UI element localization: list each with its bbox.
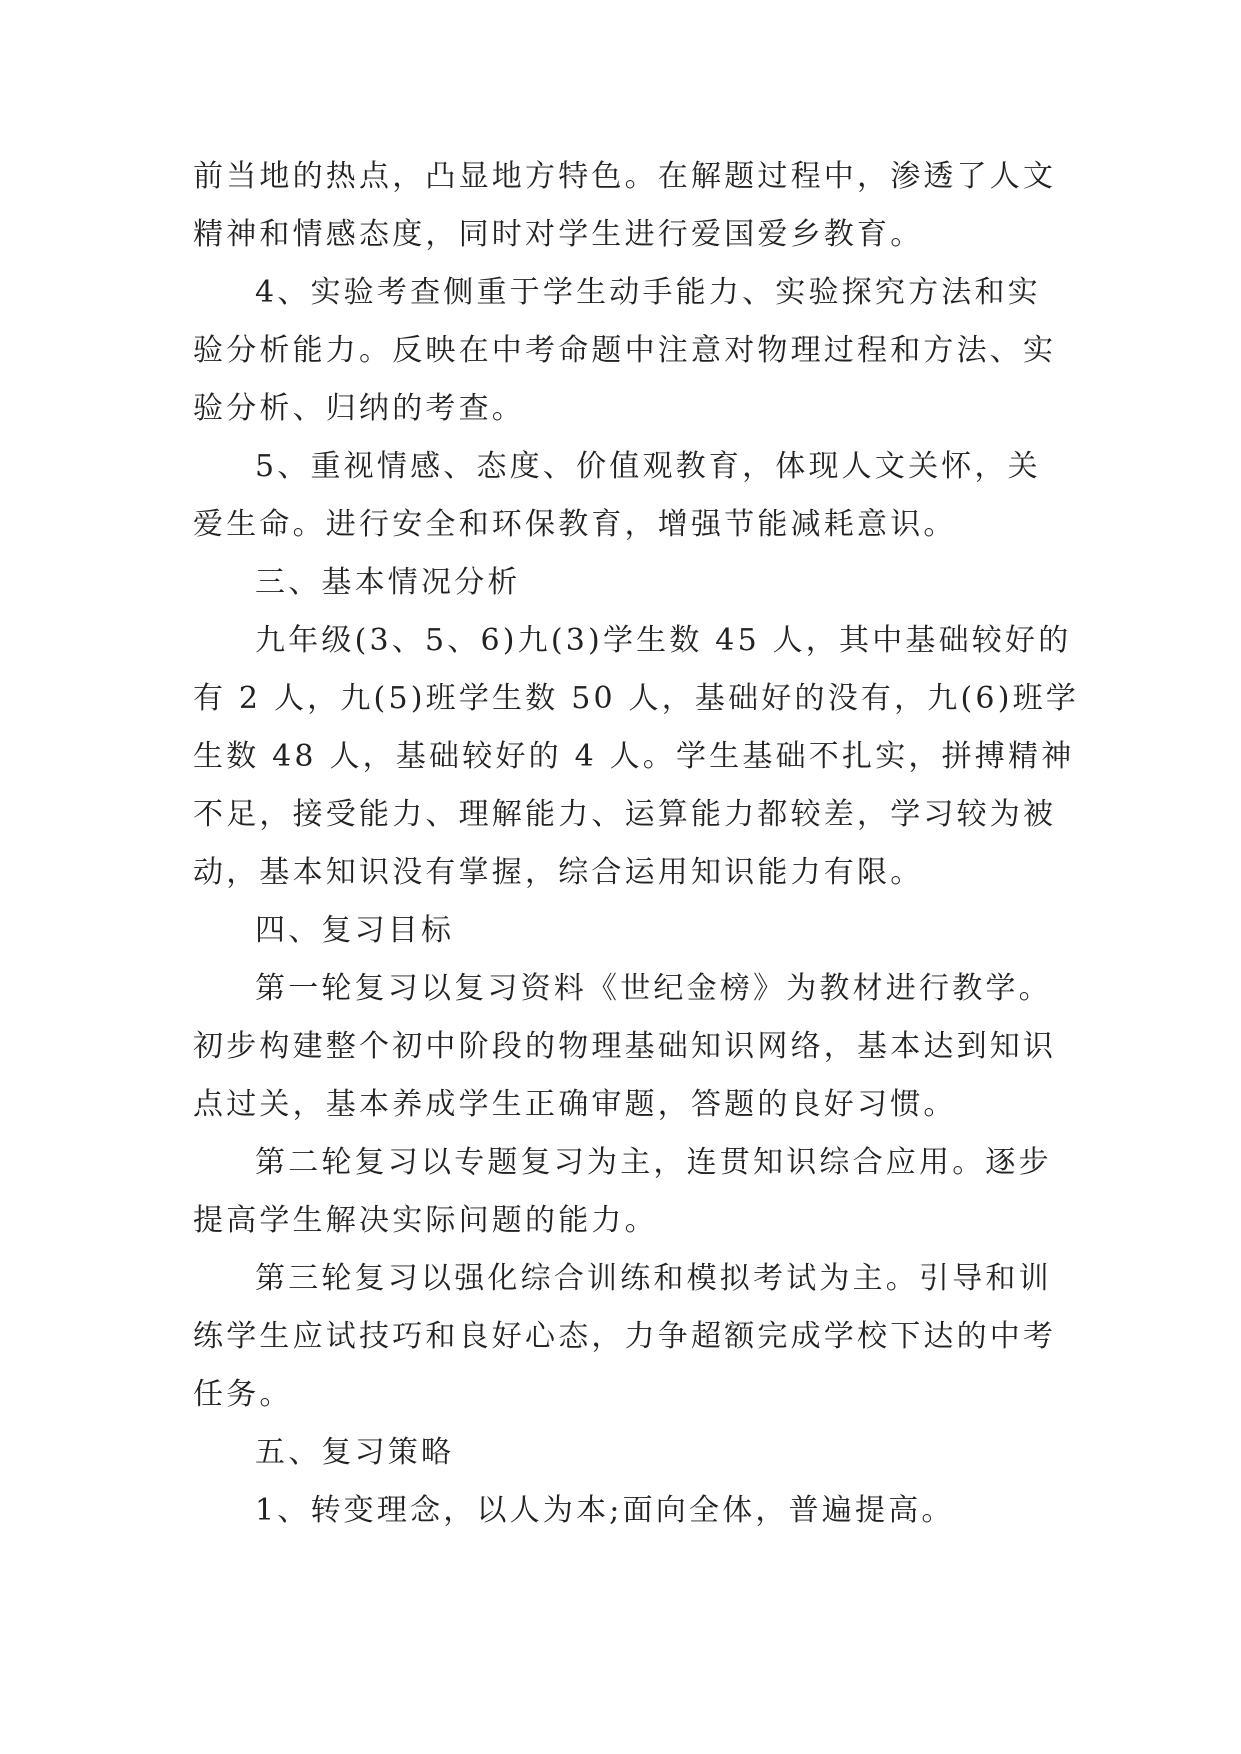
paragraph-line: 第一轮复习以复习资料《世纪金榜》为教材进行教学。 <box>255 971 1052 1006</box>
paragraph-line: 1、转变理念，以人为本;面向全体，普遍提高。 <box>255 1493 955 1528</box>
text-line: 精神和情感态度，同时对学生进行爱国爱乡教育。 <box>193 217 924 252</box>
text-line: 验分析能力。反映在中考命题中注意对物理过程和方法、实 <box>193 333 1057 368</box>
text-line: 提高学生解决实际问题的能力。 <box>193 1203 658 1238</box>
text-line: 任务。 <box>193 1377 293 1412</box>
text-line: 不足，接受能力、理解能力、运算能力都较差，学习较为被 <box>193 797 1057 832</box>
text-line: 前当地的热点，凸显地方特色。在解题过程中，渗透了人文 <box>193 159 1057 194</box>
section-heading: 三、基本情况分析 <box>255 565 521 600</box>
text-line: 动，基本知识没有掌握，综合运用知识能力有限。 <box>193 855 924 890</box>
text-line: 点过关，基本养成学生正确审题，答题的良好习惯。 <box>193 1087 957 1122</box>
text-line: 生数 48 人，基础较好的 4 人。学生基础不扎实，拼搏精神 <box>193 739 1075 774</box>
text-line: 验分析、归纳的考查。 <box>193 391 525 426</box>
text-line: 练学生应试技巧和良好心态，力争超额完成学校下达的中考 <box>193 1319 1057 1354</box>
paragraph-line: 第三轮复习以强化综合训练和模拟考试为主。引导和训 <box>255 1261 1052 1296</box>
text-line: 有 2 人，九(5)班学生数 50 人，基础好的没有，九(6)班学 <box>193 681 1079 716</box>
text-line: 初步构建整个初中阶段的物理基础知识网络，基本达到知识 <box>193 1029 1057 1064</box>
paragraph-line: 九年级(3、5、6)九(3)学生数 45 人，其中基础较好的 <box>255 623 1072 658</box>
paragraph-line: 第二轮复习以专题复习为主，连贯知识综合应用。逐步 <box>255 1145 1052 1180</box>
paragraph-line: 5、重视情感、态度、价值观教育，体现人文关怀，关 <box>255 449 1041 484</box>
text-line: 爱生命。进行安全和环保教育，增强节能减耗意识。 <box>193 507 957 542</box>
section-heading: 五、复习策略 <box>255 1435 455 1470</box>
paragraph-line: 4、实验考查侧重于学生动手能力、实验探究方法和实 <box>255 275 1041 310</box>
section-heading: 四、复习目标 <box>255 913 455 948</box>
